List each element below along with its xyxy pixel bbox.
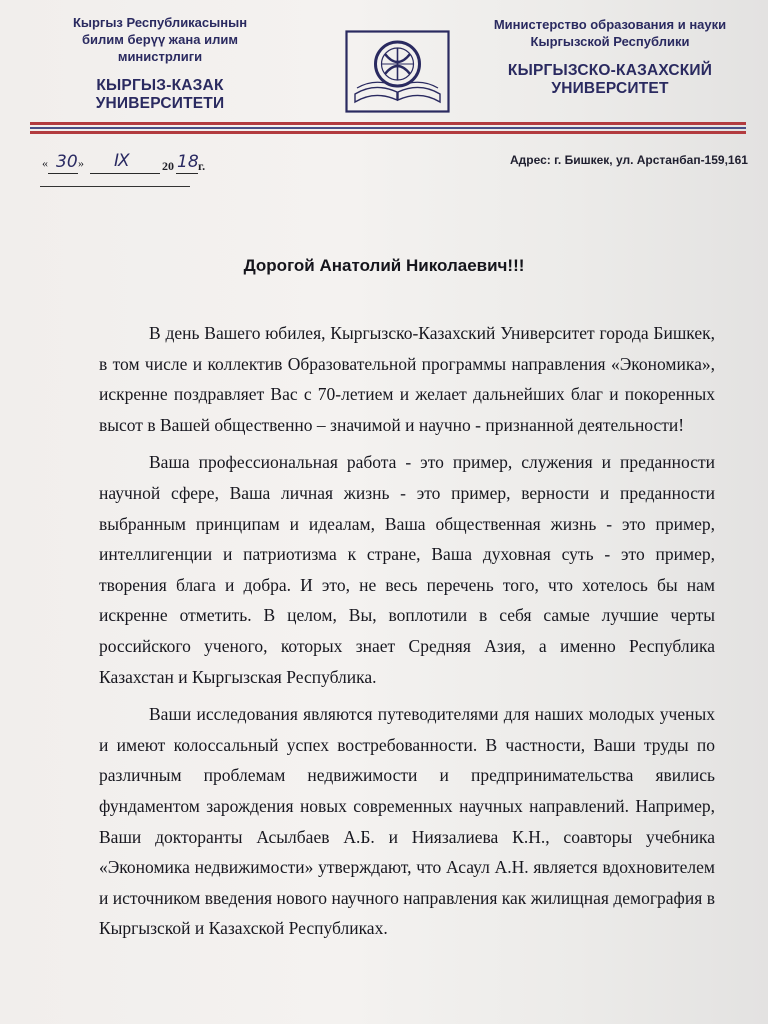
header-left-line3: КЫРГЫЗ-КАЗАК [96,77,224,94]
date-year-end: г. [198,159,206,173]
date-day: 30 [56,152,78,172]
university-logo-icon [345,30,450,113]
header-divider-stripes [30,122,746,136]
header-right-line3: КЫРГЫЗСКО-КАЗАХСКИЙ [507,62,713,79]
letter-date [40,150,240,190]
date-year-prefix: 20 [162,159,174,173]
letter-paragraph: Ваши исследования являются путеводителями для наших молодых ученых и имеют колоссальный успех востребованности. В частности, Ваши труды по различным проблемам недвижимости и предпринимательства явились фундаментом зарождения новых современных научных направлений. Например, Ваши докторанты Асылбаев А.Б. и Ниязалиева К.Н., соавторы учебника «Экономика недвижимости» утверждают, что Асаул А.Н. является вдохновителем и источником введения нового научного направления как жилищная демография в Кыргызской и Казахской Республиках. [99,704,715,939]
header-right-line2: Кыргызской Республики [530,34,690,49]
letter-body [99,318,715,951]
letter-paragraph: Ваша профессиональная работа - это пример, служения и преданности научной сфере, Ваша личная жизнь - это пример, верности и преданности выбранным принципам и идеалам, Ваша общественная жизнь - это пример, интеллигенции и патриотизма к стране, Ваша духовная суть - это пример, творения блага и добра. И это, не весь перечень того, что хотелось бы нам искренне отметить. В целом, Вы, воплотили в себя самые лучшие черты российского ученого, которых знает Средняя Азия, а именно Республика Казахстан и Кыргызская Республика. [99,452,715,687]
header-left-line1: Кыргыз Республикасынын [72,15,248,30]
date-quote-open: « [42,156,48,170]
header-right-line4: УНИВЕРСИТЕТ [551,80,669,97]
date-quote-close: » [78,156,84,170]
date-month: Ⅸ [114,151,130,171]
header-left-line4: УНИВЕРСИТЕТИ [95,95,225,112]
header-left-kyrgyz [50,14,270,113]
date-year-suffix: 18 [177,152,199,172]
letter-salutation: Дорогой Анатолий Николаевич!!! [243,256,525,275]
header-left-line2: билим берүү жана илим министрлиги [82,32,238,64]
header-right-line1: Министерство образования и науки [493,17,727,32]
header-right-russian [470,16,750,98]
letter-paragraph: В день Вашего юбилея, Кыргызско-Казахский Университет города Бишкек, в том числе и коллектив Образовательной программы направления «Экономика», искренне поздравляет Вас с 70-летием и желает дальнейших благ и покоренных высот в Вашей общественно – значимой и научно - признанной деятельности! [99,323,715,435]
university-address: Адрес: г. Бишкек, ул. Арстанбап-159,161 [510,153,748,167]
